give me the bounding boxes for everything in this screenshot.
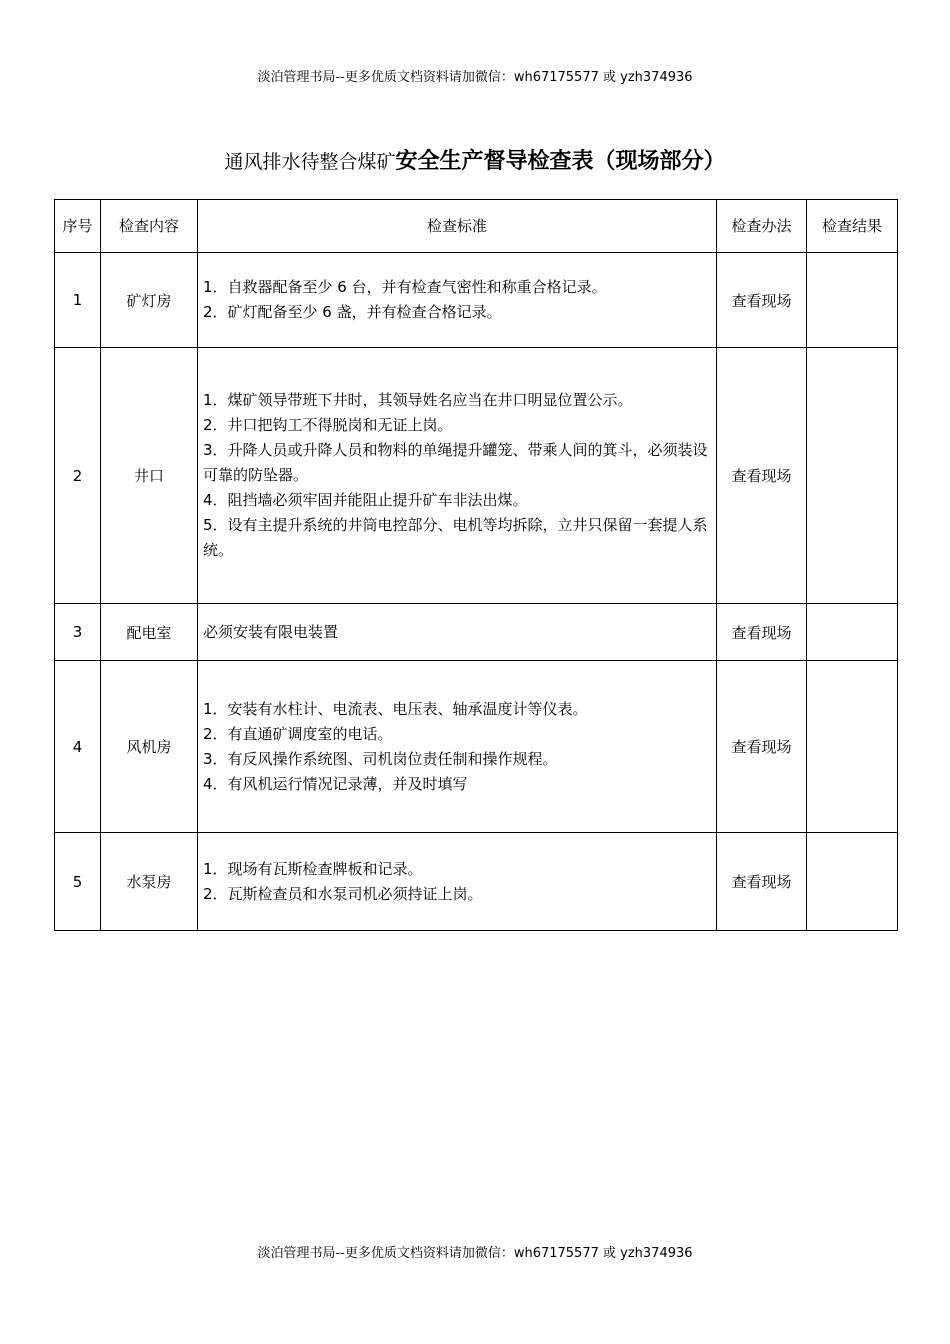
row-method: 查看现场 bbox=[717, 604, 807, 661]
header-content: 检查内容 bbox=[101, 200, 198, 253]
standard-item: 2．井口把钩工不得脱岗和无证上岗。 bbox=[203, 416, 453, 434]
table-row bbox=[55, 604, 898, 661]
page-title bbox=[0, 144, 950, 175]
row-content: 矿灯房 bbox=[101, 253, 198, 348]
standard-item: 1．自救器配备至少 6 台，并有检查气密性和称重合格记录。 bbox=[203, 278, 607, 296]
row-result[interactable] bbox=[807, 253, 898, 348]
standard-item: 必须安装有限电装置 bbox=[203, 622, 339, 641]
inspection-table bbox=[54, 199, 898, 931]
row-result[interactable] bbox=[807, 833, 898, 931]
table-row bbox=[55, 661, 898, 833]
standard-item: 3．升降人员或升降人员和物料的单绳提升罐笼、带乘人间的箕斗，必须装设可靠的防坠器。 bbox=[203, 441, 708, 484]
header-note: 淡泊管理书局--更多优质文档资料请加微信：wh67175577 或 yzh374936 bbox=[257, 70, 693, 85]
standard-item: 1．煤矿领导带班下井时，其领导姓名应当在井口明显位置公示。 bbox=[203, 391, 633, 409]
row-standard bbox=[198, 348, 717, 604]
standard-item: 4．阻挡墙必须牢固并能阻止提升矿车非法出煤。 bbox=[203, 491, 528, 509]
header-standard: 检查标准 bbox=[198, 200, 717, 253]
standard-item: 1．安装有水柱计、电流表、电压表、轴承温度计等仪表。 bbox=[203, 699, 588, 718]
table-row bbox=[55, 833, 898, 931]
title-prefix: 通风排水待整合煤矿 bbox=[224, 151, 396, 173]
row-no: 2 bbox=[55, 348, 101, 604]
standard-item: 5．设有主提升系统的井筒电控部分、电机等均拆除，立井只保留一套提人系统。 bbox=[203, 516, 708, 559]
standard-item: 3．有反风操作系统图、司机岗位责任制和操作规程。 bbox=[203, 749, 558, 768]
row-content: 井口 bbox=[101, 348, 198, 604]
row-result[interactable] bbox=[807, 604, 898, 661]
row-standard bbox=[198, 661, 717, 833]
row-method: 查看现场 bbox=[717, 253, 807, 348]
row-content: 配电室 bbox=[101, 604, 198, 661]
header-result: 检查结果 bbox=[807, 200, 898, 253]
row-method: 查看现场 bbox=[717, 661, 807, 833]
row-result[interactable] bbox=[807, 348, 898, 604]
row-content: 水泵房 bbox=[101, 833, 198, 931]
row-no: 4 bbox=[55, 661, 101, 833]
table-row bbox=[55, 253, 898, 348]
standard-item: 4．有风机运行情况记录薄，并及时填写 bbox=[203, 774, 468, 793]
row-content: 风机房 bbox=[101, 661, 198, 833]
header-no: 序号 bbox=[55, 200, 101, 253]
row-no: 3 bbox=[55, 604, 101, 661]
row-no: 5 bbox=[55, 833, 101, 931]
footer-note: 淡泊管理书局--更多优质文档资料请加微信：wh67175577 或 yzh374936 bbox=[257, 1246, 693, 1261]
standard-item: 2．矿灯配备至少 6 盏，并有检查合格记录。 bbox=[203, 303, 502, 321]
row-standard bbox=[198, 604, 717, 661]
row-no: 1 bbox=[55, 253, 101, 348]
header-method: 检查办法 bbox=[717, 200, 807, 253]
row-standard bbox=[198, 253, 717, 348]
row-method: 查看现场 bbox=[717, 348, 807, 604]
table-row bbox=[55, 348, 898, 604]
title-main: 安全生产督导检查表（现场部分） bbox=[395, 149, 726, 174]
standard-item: 2．瓦斯检查员和水泵司机必须持证上岗。 bbox=[203, 884, 483, 903]
row-standard bbox=[198, 833, 717, 931]
row-method: 查看现场 bbox=[717, 833, 807, 931]
standard-item: 2．有直通矿调度室的电话。 bbox=[203, 724, 393, 743]
standard-item: 1．现场有瓦斯检查牌板和记录。 bbox=[203, 859, 423, 878]
table-header-row bbox=[55, 200, 898, 253]
row-result[interactable] bbox=[807, 661, 898, 833]
